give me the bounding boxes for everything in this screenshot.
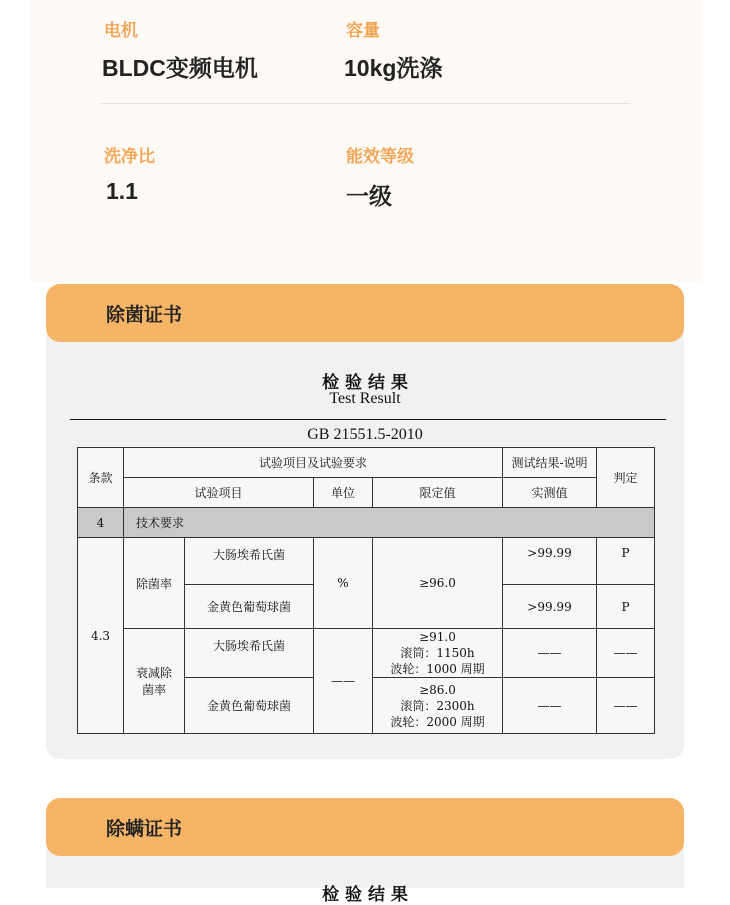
result-heading-cn: 检 验 结 果: [322, 373, 408, 393]
measured-value: >99.99: [503, 585, 597, 629]
group-name-line1: 衰减除: [135, 666, 172, 680]
spec-value-capacity: 10kg洗涤: [344, 55, 443, 81]
judgement-value: P: [597, 585, 655, 629]
limit-line: ≥91.0: [419, 630, 456, 644]
spec-value-wash-ratio: 1.1: [106, 178, 138, 204]
limit-line: 滚筒：1150h: [400, 646, 475, 660]
test-result-table: [77, 447, 655, 734]
header-items-requirements: 试验项目及试验要求: [124, 448, 503, 478]
header-result-description: 测试结果-说明: [503, 448, 597, 478]
table-row: [78, 538, 655, 585]
header-test-item: 试验项目: [124, 478, 314, 508]
table-header-row: [78, 448, 655, 478]
table-subheader-row: [78, 478, 655, 508]
test-item: 大肠埃希氏菌: [185, 538, 314, 585]
certificate-title: 除菌证书: [106, 304, 183, 326]
table-row: [78, 629, 655, 678]
judgement-value: P: [597, 538, 655, 585]
group-name-line2: 菌率: [141, 683, 166, 697]
group-name-decay-rate: [124, 629, 185, 734]
certificate-header: [46, 284, 684, 342]
standard-number: GB 21551.5-2010: [307, 426, 423, 443]
header-limit: 限定值: [373, 478, 503, 508]
section-number: 4: [78, 508, 124, 538]
result-heading-cn: 检 验 结 果: [322, 885, 408, 905]
limit-line: 滚筒：2300h: [400, 698, 475, 713]
limit-line: 波轮：2000 周期: [390, 714, 485, 729]
certificate-title: 除螨证书: [106, 818, 183, 840]
judgement-value: ——: [597, 678, 655, 734]
unit-value: ——: [314, 629, 373, 734]
spec-label-energy-grade: 能效等级: [346, 147, 414, 166]
sterilization-certificate-card: [46, 284, 684, 759]
limit-line: ≥86.0: [419, 682, 456, 697]
result-heading-en: Test Result: [329, 390, 401, 407]
test-item: 金黄色葡萄球菌: [185, 678, 314, 734]
measured-value: ——: [503, 678, 597, 734]
test-item: 大肠埃希氏菌: [185, 629, 314, 678]
limit-line: 波轮：1000 周期: [390, 662, 485, 676]
section-row: [78, 508, 655, 538]
limit-value: ≥96.0: [373, 538, 503, 629]
limit-block: [373, 678, 503, 734]
spec-label-wash-ratio: 洗净比: [104, 147, 155, 166]
certificate-header: [46, 798, 684, 856]
test-item: 金黄色葡萄球菌: [185, 585, 314, 629]
judgement-value: ——: [597, 629, 655, 678]
group-name-sterilization-rate: 除菌率: [124, 538, 185, 629]
spec-value-motor: BLDC变频电机: [102, 55, 258, 81]
spec-panel: [30, 0, 702, 282]
spec-value-energy-grade: 一级: [346, 183, 392, 209]
spec-divider: [100, 103, 630, 104]
header-judgement: 判定: [597, 448, 655, 508]
mite-removal-certificate-card: [46, 798, 684, 905]
spec-label-capacity: 容量: [346, 21, 380, 40]
clause-number: 4.3: [78, 538, 124, 734]
header-clause: 条款: [78, 448, 124, 508]
unit-value: %: [314, 538, 373, 629]
section-title: 技术要求: [124, 508, 655, 538]
measured-value: >99.99: [503, 538, 597, 585]
heading-rule: [70, 419, 666, 420]
header-unit: 单位: [314, 478, 373, 508]
spec-label-motor: 电机: [104, 21, 138, 40]
limit-block: [373, 629, 503, 678]
measured-value: ——: [503, 629, 597, 678]
header-measured: 实测值: [503, 478, 597, 508]
